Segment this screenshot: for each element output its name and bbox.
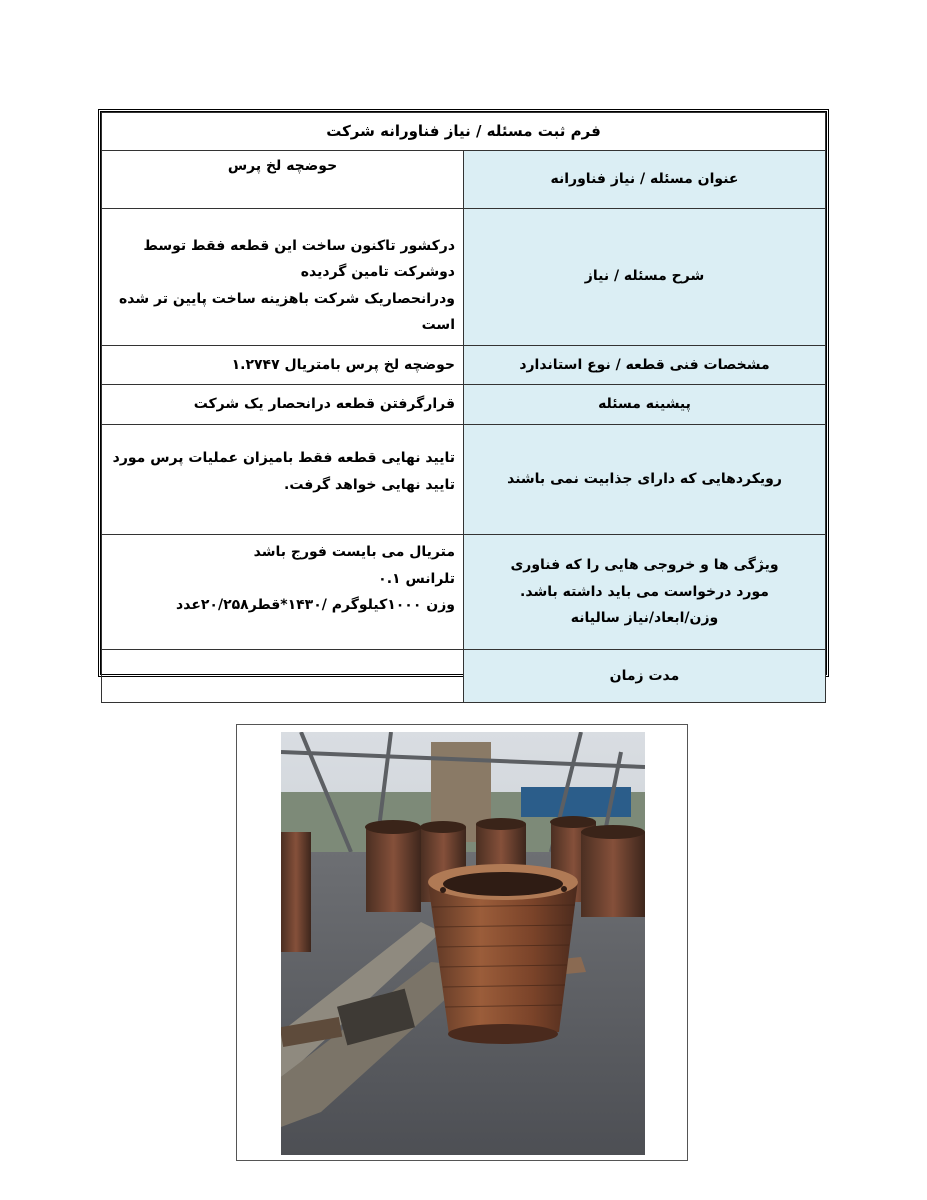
- value-line: ودرانحصاریک شرکت باهزینه ساخت پایین تر شده است: [119, 290, 455, 334]
- label-required-features: [464, 535, 826, 650]
- label-technical-specs: مشخصات فنی قطعه / نوع استاندارد: [464, 345, 826, 385]
- value-line: وزن ۱۰۰۰کیلوگرم /۱۴۳۰*قطر۲۰/۲۵۸عدد: [176, 597, 455, 614]
- part-photo: [281, 732, 645, 1155]
- value-duration: [102, 650, 464, 703]
- form-row-specs: [102, 345, 826, 385]
- form-row-unattractive-approaches: [102, 425, 826, 535]
- photo-main-part: [428, 864, 578, 1044]
- value-technical-specs: [102, 345, 464, 385]
- part-photo-frame: [236, 724, 688, 1161]
- value-line: حوضچه لخ پرس بامتریال ۱.۲۷۴۷: [231, 356, 455, 373]
- form-row-title: [102, 150, 826, 208]
- form-title: فرم ثبت مسئله / نیاز فناورانه شرکت: [102, 113, 826, 151]
- label-problem-description: شرح مسئله / نیاز: [464, 208, 826, 345]
- form-row-duration: [102, 650, 826, 703]
- value-required-features: [102, 535, 464, 650]
- value-problem-background: [102, 385, 464, 425]
- problem-registration-form: [98, 109, 829, 684]
- form-row-background: [102, 385, 826, 425]
- value-line: درکشور تاکنون ساخت این قطعه فقط توسط دوشرکت تامین گردیده: [143, 237, 455, 281]
- label-line: مورد درخواست می باید داشته باشد.: [520, 583, 769, 600]
- form-title-row: [102, 113, 826, 151]
- form-table: [101, 112, 826, 703]
- form-row-description: [102, 208, 826, 345]
- value-line: تلرانس ۰.۱: [378, 570, 455, 587]
- value-line: تایید نهایی قطعه فقط بامیزان عملیات پرس مورد تایید نهایی خواهد گرفت.: [112, 450, 455, 493]
- label-problem-title: عنوان مسئله / نیاز فناورانه: [464, 150, 826, 208]
- form-row-features: [102, 535, 826, 650]
- value-line: قرارگرفتن قطعه درانحصار یک شرکت: [193, 396, 455, 413]
- label-duration: مدت زمان: [464, 650, 826, 703]
- label-line: وزن/ابعاد/نیاز سالیانه: [570, 610, 719, 627]
- value-unattractive-approaches: [102, 425, 464, 535]
- label-unattractive-approaches: رویکردهایی که دارای جذابیت نمی باشند: [464, 425, 826, 535]
- value-line: حوضچه لخ پرس: [227, 157, 338, 174]
- label-problem-background: پیشینه مسئله: [464, 385, 826, 425]
- value-problem-description: [102, 208, 464, 345]
- label-line: ویژگی ها و خروجی هایی را که فناوری: [510, 557, 779, 574]
- value-line: متریال می بایست فورج باشد: [253, 544, 455, 561]
- value-problem-title: [102, 150, 464, 208]
